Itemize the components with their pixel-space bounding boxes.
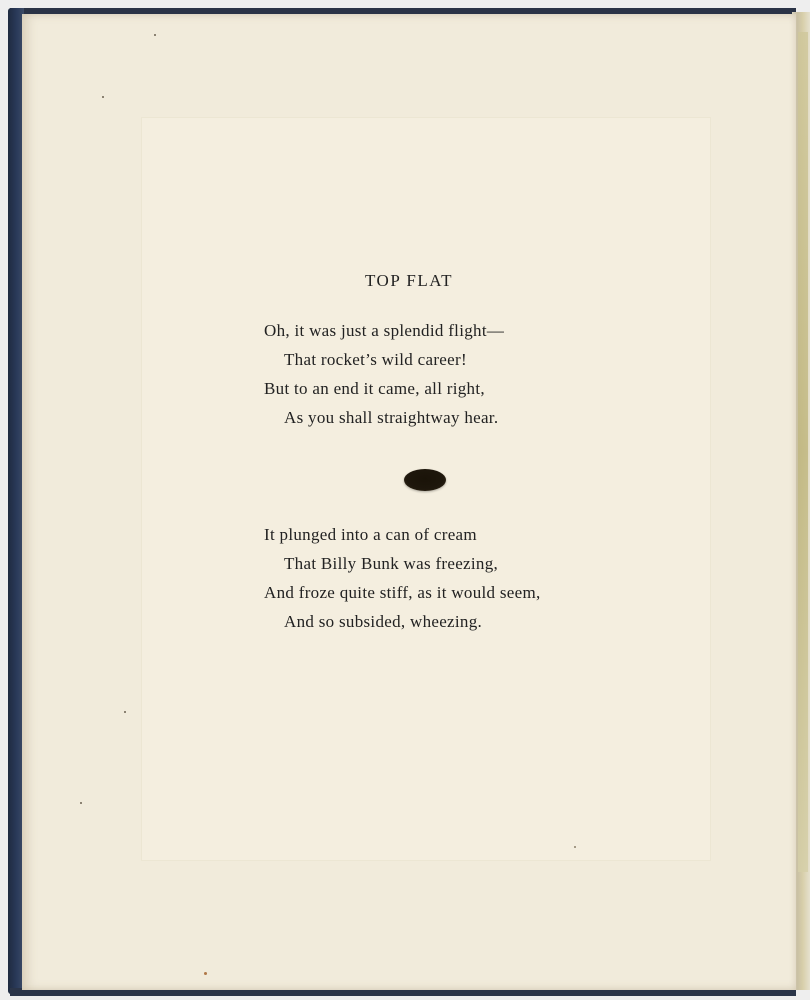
stanza-1 bbox=[264, 316, 504, 432]
book-page bbox=[22, 14, 796, 990]
poem-line: That Billy Bunk was freezing, bbox=[284, 554, 499, 573]
paper-speck bbox=[124, 711, 126, 713]
poem-line: It plunged into a can of cream bbox=[264, 525, 477, 544]
facing-page-illustration-edge bbox=[798, 32, 808, 872]
paper-speck bbox=[154, 34, 156, 36]
paper-speck bbox=[80, 802, 82, 804]
paper-speck bbox=[102, 96, 104, 98]
poem-line: Oh, it was just a splendid flight— bbox=[264, 321, 505, 340]
poem-title: TOP FLAT bbox=[364, 271, 454, 290]
poem-line: As you shall straightway hear. bbox=[284, 408, 499, 427]
poem-line: But to an end it came, all right, bbox=[264, 379, 485, 398]
stanza-2 bbox=[264, 520, 541, 636]
paper-speck bbox=[574, 846, 576, 848]
oval-ornament-icon bbox=[404, 469, 446, 491]
paper-speck bbox=[204, 972, 207, 975]
poem-line: That rocket’s wild career! bbox=[284, 350, 467, 369]
poem-line: And so subsided, wheezing. bbox=[284, 612, 483, 631]
poem-line: And froze quite stiff, as it would seem, bbox=[264, 583, 541, 602]
